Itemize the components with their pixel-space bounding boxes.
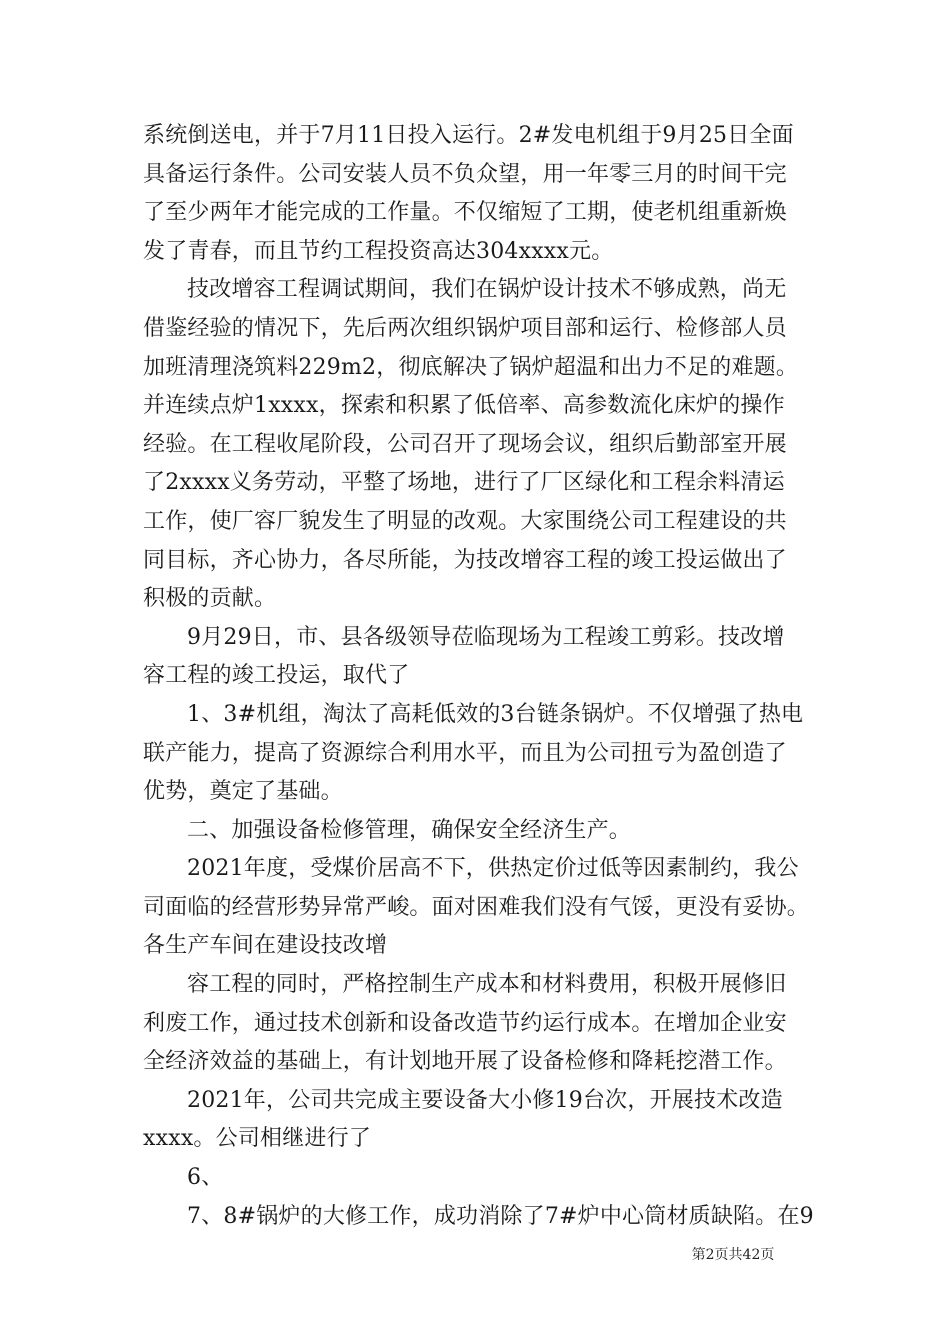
section-heading: 二、加强设备检修管理，确保安全经济生产。 xyxy=(187,817,632,843)
text-line: 联产能力，提高了资源综合利用水平，而且为公司扭亏为盈创造了 xyxy=(143,740,787,766)
paragraph-start-line: 技改增容工程调试期间，我们在锅炉设计技术不够成熟，尚无 xyxy=(187,277,787,303)
paragraph-start-line: 1、3#机组，淘汰了高耗低效的3台链条锅炉。不仅增强了热电 xyxy=(187,701,804,727)
text-line: 加班清理浇筑料229m2，彻底解决了锅炉超温和出力不足的难题。 xyxy=(143,354,799,380)
text-line: 具备运行条件。公司安装人员不负众望，用一年零三月的时间干完 xyxy=(143,161,787,187)
text-line: 发了青春，而且节约工程投资高达304xxxx元。 xyxy=(143,238,614,264)
text-line: 同目标，齐心协力，各尽所能，为技改增容工程的竣工投运做出了 xyxy=(143,547,787,573)
paragraph-start-line: 容工程的同时，严格控制生产成本和材料费用，积极开展修旧 xyxy=(187,972,787,998)
paragraph-start-line: 9月29日，市、县各级领导莅临现场为工程竣工剪彩。技改增 xyxy=(187,624,785,650)
page-number-label: 第2页共42页 xyxy=(691,1247,775,1263)
text-line: 工作，使厂容厂貌发生了明显的改观。大家围绕公司工程建设的共 xyxy=(143,508,787,534)
text-line: 司面临的经营形势异常严峻。面对困难我们没有气馁，更没有妥协。 xyxy=(143,894,810,920)
document-body xyxy=(143,118,814,1237)
paragraph-start-line: 2021年度，受煤价居高不下，供热定价过低等因素制约，我公 xyxy=(187,856,799,882)
text-line: 全经济效益的基础上，有计划地开展了设备检修和降耗挖潜工作。 xyxy=(143,1049,787,1075)
text-line: 利废工作，通过技术创新和设备改造节约运行成本。在增加企业安 xyxy=(143,1010,787,1036)
text-line: 各生产车间在建设技改增 xyxy=(143,933,388,959)
text-line: 了2xxxx义务劳动，平整了场地，进行了厂区绿化和工程余料清运 xyxy=(143,470,785,496)
text-line: 了至少两年才能完成的工作量。不仅缩短了工期，使老机组重新焕 xyxy=(143,200,787,226)
text-line: 并连续点炉1xxxx，探索和积累了低倍率、高参数流化床炉的操作 xyxy=(143,393,785,419)
text-line: 容工程的竣工投运，取代了 xyxy=(143,663,410,689)
text-line: xxxx。公司相继进行了 xyxy=(143,1126,372,1152)
text-line: 系统倒送电，并于7月11日投入运行。2#发电机组于9月25日全面 xyxy=(143,123,794,148)
text-line: 优势，奠定了基础。 xyxy=(143,779,343,805)
paragraph-start-line: 6、 xyxy=(187,1165,224,1191)
text-line: 积极的贡献。 xyxy=(143,586,277,612)
text-line: 经验。在工程收尾阶段，公司召开了现场会议，组织后勤部室开展 xyxy=(143,431,787,457)
paragraph-start-line: 2021年，公司共完成主要设备大小修19台次，开展技术改造 xyxy=(187,1087,783,1113)
paragraph-start-line: 7、8#锅炉的大修工作，成功消除了7#炉中心筒材质缺陷。在9 xyxy=(187,1203,814,1229)
text-line: 借鉴经验的情况下，先后两次组织锅炉项目部和运行、检修部人员 xyxy=(143,315,787,341)
